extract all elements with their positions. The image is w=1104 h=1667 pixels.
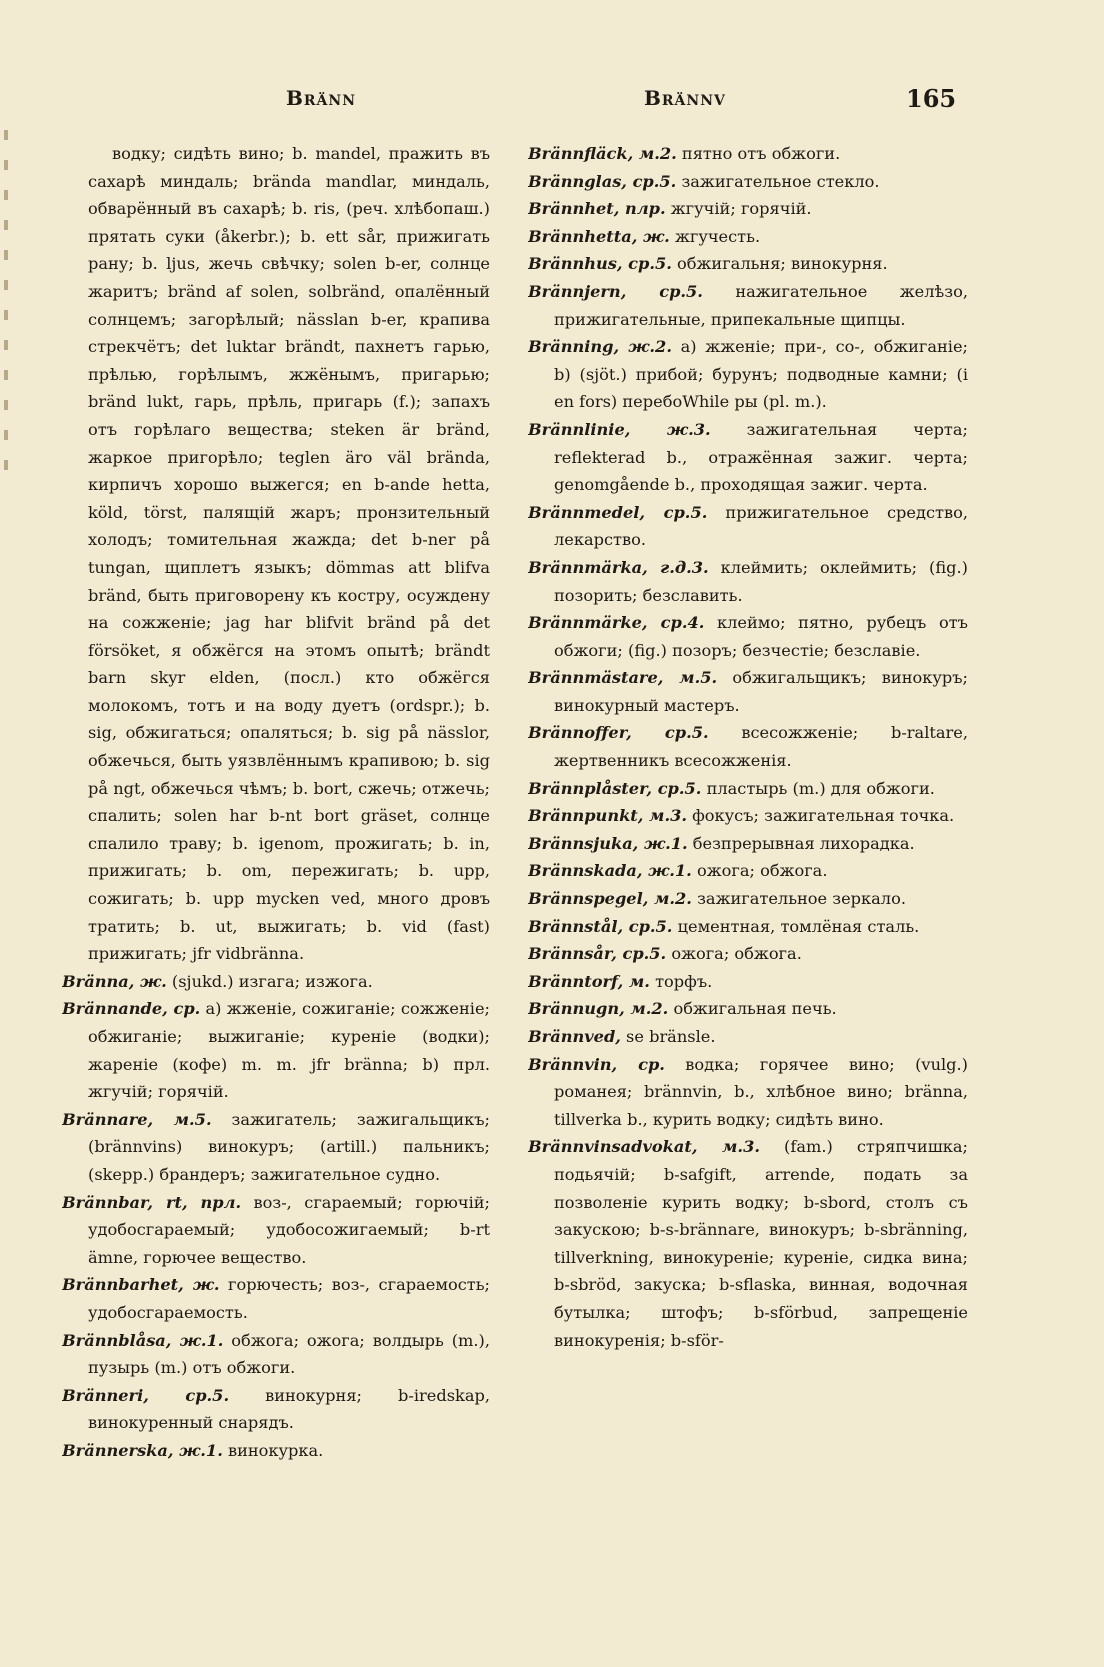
headword: Brännugn, м.2. — [528, 999, 669, 1019]
entry-definition: (sjukd.) изгага; изжога. — [166, 971, 373, 991]
headword: Brännlinie, ж.3. — [528, 419, 711, 439]
dictionary-entry — [528, 499, 968, 554]
dictionary-entry — [528, 195, 968, 223]
binding-marks — [0, 130, 14, 490]
entry-definition: a) жженіе; при-, со-, обжиганіе; b) (sjöt.) прибой; бурунъ; подводные камни; (i en fors) перебоWhile ры (pl. m.). — [554, 337, 968, 412]
entry-definition: винокурня; b-iredskap, винокуренный снарядъ. — [88, 1385, 490, 1433]
dictionary-entry — [528, 995, 968, 1023]
entry-definition: клеймить; оклеймить; (fig.) позорить; безславить. — [554, 557, 968, 605]
headword: Brännhet, плр. — [528, 199, 666, 219]
dictionary-entry — [528, 168, 968, 196]
right-column — [528, 140, 968, 1540]
headword: Brännvinsadvokat, м.3. — [528, 1137, 760, 1157]
entry-definition: жгучій; горячій. — [665, 199, 812, 219]
dictionary-entry — [62, 1189, 490, 1272]
entry-definition: se bränsle. — [620, 1027, 716, 1046]
headword: Brännblåsa, ж.1. — [62, 1330, 224, 1350]
headword: Brännbarhet, ж. — [62, 1275, 220, 1295]
dictionary-entry — [528, 940, 968, 968]
headword: Bränntorf, м. — [528, 971, 650, 991]
dictionary-entry — [62, 1437, 490, 1465]
left-column — [62, 140, 490, 1540]
entry-definition: a) жженіе, сожиганіе; сожженіе; обжиганіе; выжиганіе; куреніе (водки); жареніе (кофе) m. m. jfr bränna; b) прл. жгучій; горячій. — [88, 999, 490, 1102]
dictionary-entry — [62, 1327, 490, 1382]
headword: Brännglas, ср.5. — [528, 171, 677, 191]
headword: Brännhetta, ж. — [528, 226, 670, 246]
entry-definition: прижигательное средство, лекарство. — [554, 502, 968, 550]
dictionary-entry — [528, 416, 968, 499]
headword: Brännplåster, ср.5. — [528, 778, 702, 798]
headword: Brännpunkt, м.3. — [528, 806, 687, 826]
dictionary-entry — [528, 140, 968, 168]
dictionary-entry — [528, 250, 968, 278]
dictionary-entry — [528, 333, 968, 416]
entry-definition: клеймо; пятно, рубецъ отъ обжоги; (fig.) позоръ; безчестіе; безславіе. — [554, 613, 968, 660]
dictionary-entry — [528, 857, 968, 885]
dictionary-entry — [62, 1271, 490, 1326]
entry-definition: обжигальная печь. — [668, 999, 837, 1019]
dictionary-entry — [528, 830, 968, 858]
headword: Brännved, — [528, 1027, 621, 1046]
dictionary-entry — [528, 802, 968, 830]
dictionary-entry — [528, 664, 968, 719]
entry-definition: обжога; ожога; волдырь (m.), пузырь (m.) отъ обжоги. — [88, 1330, 490, 1378]
entry-definition: цементная, томлёная сталь. — [672, 916, 920, 936]
headword: Bränning, ж.2. — [528, 337, 672, 357]
entry-definition: торфъ. — [649, 971, 713, 991]
headword: Brännmärka, г.д.3. — [528, 557, 709, 577]
entry-definition: обжигальня; винокурня. — [671, 254, 888, 274]
left-guide-word: Bränn — [286, 86, 356, 110]
entry-definition: жгучесть. — [669, 226, 761, 246]
entry-definition: водка; горячее вино; (vulg.) романея; brännvin, b., хлѣбное вино; bränna, tillverka b., курить водку; сидѣть вино. — [554, 1054, 968, 1129]
right-guide-word: Brännv — [644, 86, 726, 110]
dictionary-entry — [62, 995, 490, 1105]
headword: Brännmärke, ср.4. — [528, 613, 705, 633]
entry-definition: ожога; обжога. — [691, 861, 828, 881]
headword: Brännare, м.5. — [62, 1109, 212, 1129]
dictionary-entry — [528, 1023, 968, 1051]
dictionary-entry — [528, 1133, 968, 1354]
entry-definition: всесожженіе; b-raltare, жертвенникъ всесожженія. — [554, 723, 968, 771]
headword: Brännvin, ср. — [528, 1054, 665, 1074]
entry-definition: зажигательное стекло. — [676, 171, 880, 191]
headword: Brännstål, ср.5. — [528, 916, 673, 936]
entry-definition: зажигательное зеркало. — [691, 889, 906, 909]
dictionary-entry — [62, 1382, 490, 1437]
dictionary-entry — [528, 775, 968, 803]
entry-definition: винокурка. — [222, 1440, 324, 1460]
entry-definition: водку; сидѣть вино; b. mandel, пражить въ сахарѣ миндаль; brända mandlar, миндаль, обварённый въ сахарѣ; b. ris, (реч. хлѣбопаш.) прятать суки (åkerbr.); b. ett sår, прижигать рану; b. ljus, жечь свѣчку; solen b-er, солнце жаритъ; bränd af solen, solbränd, опалённый солнцемъ; загорѣлый; nässlan b-er, крапива стрекчётъ; det luktar brändt, пахнетъ гарью, прѣлью, горѣлымъ, жжёнымъ, пригарью; bränd lukt, гарь, прѣль, пригарь (f.); запахъ отъ горѣлаго вещества; steken är bränd, жаркое пригорѣло; teglen äro väl brända, кирпичъ хорошо выжегся; en b-ande hetta, köld, törst, палящій жаръ; пронзительный холодъ; томительная жажда; det b-ner på tungan, щиплетъ языкъ; dömmas att blifva bränd, быть приговорену къ костру, осуждену на сожженіе; jag har blifvit bränd på det försöket, я обжёгся на этомъ опытѣ; brändt barn skyr elden, (посл.) кто обжёгся молокомъ, тотъ и на воду дуетъ (ordspr.); b. sig, обжигаться; опаляться; b. sig på nässlor, обжечься, быть уязвлённымъ крапивою; b. sig på ngt, обжечься чѣмъ; b. bort, сжечь; отжечь; спалить; solen har b-nt bort gräset, солнце спалило траву; b. igenom, прожигать; b. in, прижигать; b. om, пережигать; b. upp, сожигать; b. upp mycken ved, много дровъ тратить; b. ut, выжигать; b. vid (fast) прижигать; jfr vidbränna. — [88, 144, 490, 964]
headword: Brännsår, ср.5. — [528, 944, 667, 964]
dictionary-entry — [528, 885, 968, 913]
entry-definition: ожога; обжога. — [666, 944, 802, 964]
headword: Brännande, ср. — [62, 999, 201, 1019]
headword: Brännjern, ср.5. — [528, 281, 703, 301]
dictionary-entry — [528, 1051, 968, 1134]
page-number: 165 — [906, 84, 957, 113]
entry-definition: фокусъ; зажигательная точка. — [686, 806, 955, 826]
entry-definition: нажигательное желѣзо, прижигательные, припекальные щипцы. — [554, 281, 968, 329]
dictionary-entry — [62, 1106, 490, 1189]
dictionary-entry — [62, 140, 490, 968]
headword: Brännskada, ж.1. — [528, 861, 692, 881]
dictionary-entry — [528, 278, 968, 333]
entry-definition: пластырь (m.) для обжоги. — [701, 778, 935, 798]
headword: Brännoffer, ср.5. — [528, 723, 709, 743]
dictionary-entry — [528, 609, 968, 664]
headword: Brännhus, ср.5. — [528, 254, 672, 274]
headword: Brännsjuka, ж.1. — [528, 833, 688, 853]
running-header — [0, 86, 1104, 126]
headword: Brännspegel, м.2. — [528, 889, 692, 909]
headword: Brännfläck, м.2. — [528, 144, 677, 163]
entry-definition: зажигатель; зажигальщикъ; (brännvins) винокуръ; (artill.) пальникъ; (skepp.) брандеръ; зажигательное судно. — [88, 1109, 490, 1184]
entry-definition: обжигальщикъ; винокуръ; винокурный мастеръ. — [554, 668, 968, 715]
dictionary-entry — [528, 554, 968, 609]
headword: Bränneri, ср.5. — [62, 1385, 230, 1405]
headword: Brännmästare, м.5. — [528, 668, 718, 688]
dictionary-entry — [528, 719, 968, 774]
entry-definition: (fam.) стряпчишка; подьячій; b-safgift, arrende, подать за позволеніе курить водку; b-sbord, столъ съ закускою; b-s-brännare, винокуръ; b-sbränning, tillverkning, винокуреніе; куреніе, сидка вина; b-sbröd, закуска; b-sflaska, винная, водочная бутылка; штофъ; b-sförbud, запрещеніе винокуренія; b-sför- — [554, 1137, 968, 1350]
entry-definition: безпрерывная лихорадка. — [687, 833, 915, 853]
headword: Brännmedel, ср.5. — [528, 502, 708, 522]
headword: Bränna, ж. — [62, 971, 167, 991]
dictionary-entry — [528, 223, 968, 251]
entry-definition: пятно отъ обжоги. — [676, 144, 841, 163]
headword: Brännerska, ж.1. — [62, 1440, 223, 1460]
entry-definition: горючесть; воз-, сгараемость; удобосгараемость. — [88, 1275, 490, 1322]
dictionary-entry — [528, 968, 968, 996]
dictionary-entry — [528, 913, 968, 941]
entry-definition: воз-, сгараемый; горючій; удобосгараемый; удобосожигаемый; b-rt ämne, горючее вещество. — [88, 1192, 490, 1267]
dictionary-entry — [62, 968, 490, 996]
headword: Brännbar, rt, прл. — [62, 1192, 242, 1212]
entry-definition: зажигательная черта; reflekterad b., отражённая зажиг. черта; genomgående b., проходящая зажиг. черта. — [554, 419, 968, 495]
